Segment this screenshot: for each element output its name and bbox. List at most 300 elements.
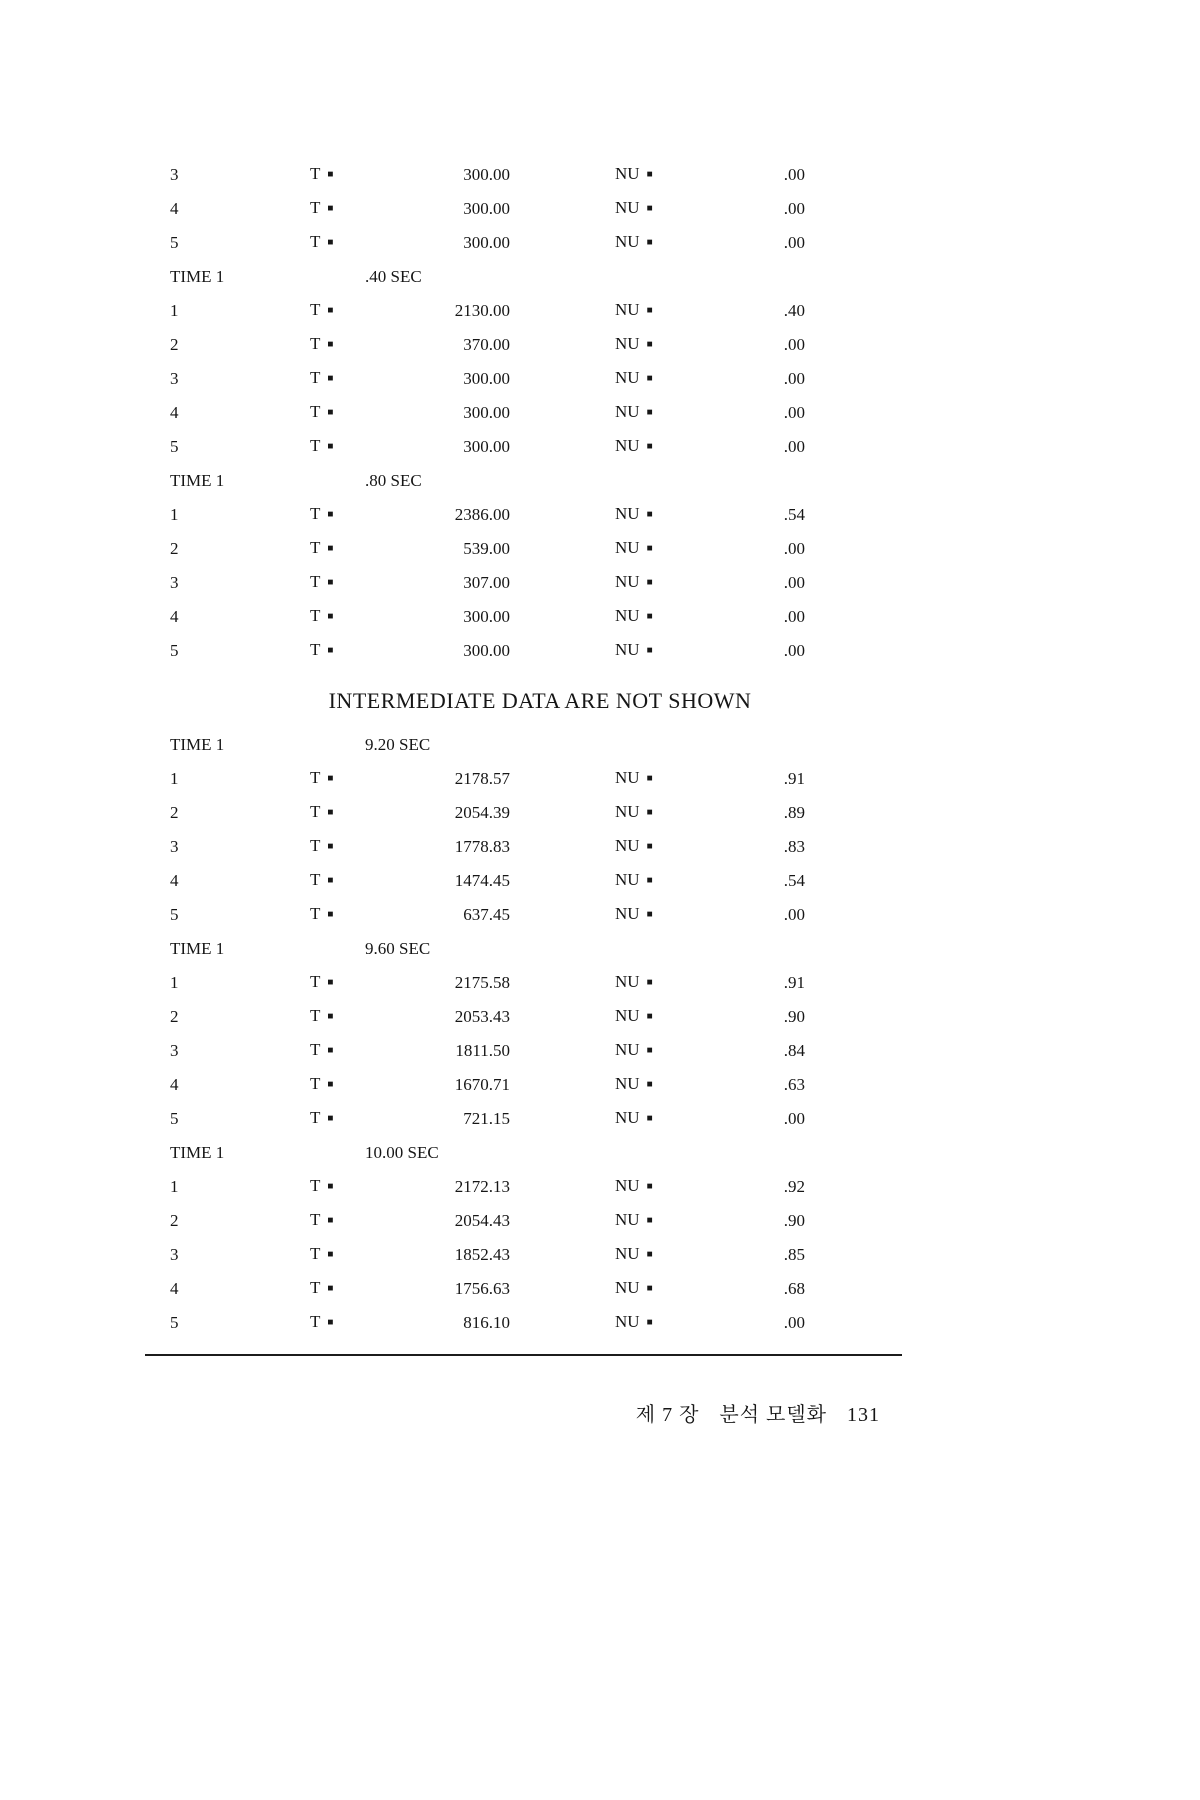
nu-value: .54: [783, 505, 805, 524]
equals-icon: ■: [646, 1282, 653, 1294]
nu-cell: [615, 1305, 705, 1342]
nu-label: NU: [615, 299, 640, 319]
t-label: T: [310, 333, 321, 353]
t-label: T: [310, 767, 321, 787]
nu-value: .00: [783, 905, 805, 924]
node-number: 3: [170, 837, 179, 856]
time-label: TIME 1: [170, 1143, 225, 1162]
nu-cell: [615, 327, 705, 364]
t-value: 300.00: [463, 369, 510, 388]
t-value: 307.00: [463, 573, 510, 592]
equals-icon: ■: [646, 610, 653, 622]
time-row: [170, 1136, 910, 1170]
table-row: [170, 830, 910, 864]
equals-icon: ■: [646, 1214, 653, 1226]
nu-cell: [615, 761, 705, 798]
equals-icon: ■: [646, 874, 653, 886]
equals-icon: ■: [327, 840, 334, 852]
t-cell: [310, 1033, 400, 1070]
t-cell: [310, 497, 400, 534]
t-value: 2130.00: [454, 301, 510, 320]
equals-icon: ■: [327, 1044, 334, 1056]
nu-cell: [615, 429, 705, 466]
t-label: T: [310, 1073, 321, 1093]
time-label: TIME 1: [170, 267, 225, 286]
equals-icon: ■: [646, 406, 653, 418]
nu-value: .00: [783, 1313, 805, 1332]
t-value: 2054.39: [454, 803, 510, 822]
nu-value: .00: [783, 233, 805, 252]
nu-label: NU: [615, 231, 640, 251]
t-value: 1670.71: [454, 1075, 510, 1094]
table-row: [170, 362, 910, 396]
t-value: 816.10: [463, 1313, 510, 1332]
equals-icon: ■: [646, 644, 653, 656]
nu-cell: [615, 1203, 705, 1240]
nu-label: NU: [615, 1175, 640, 1195]
time-value: .40 SEC: [365, 267, 422, 286]
equals-icon: ■: [327, 1112, 334, 1124]
nu-value: .68: [783, 1279, 805, 1298]
t-value: 300.00: [463, 165, 510, 184]
equals-icon: ■: [646, 1112, 653, 1124]
t-value: 1852.43: [454, 1245, 510, 1264]
table-row: [170, 532, 910, 566]
nu-value: .00: [783, 539, 805, 558]
equals-icon: ■: [327, 1214, 334, 1226]
time-value: 9.60 SEC: [365, 939, 431, 958]
t-cell: [310, 327, 400, 364]
node-number: 2: [170, 803, 179, 822]
node-number: 3: [170, 573, 179, 592]
nu-cell: [615, 293, 705, 330]
t-value: 637.45: [463, 905, 510, 924]
nu-cell: [615, 565, 705, 602]
nu-cell: [615, 633, 705, 670]
footer-chapter-label: 제 7 장: [635, 1404, 700, 1426]
nu-label: NU: [615, 605, 640, 625]
equals-icon: ■: [646, 1078, 653, 1090]
equals-icon: ■: [646, 976, 653, 988]
t-label: T: [310, 401, 321, 421]
equals-icon: ■: [327, 406, 334, 418]
nu-value: .40: [783, 301, 805, 320]
equals-icon: ■: [327, 508, 334, 520]
page-footer: [170, 1398, 880, 1427]
nu-cell: [615, 897, 705, 934]
table-row: [170, 1170, 910, 1204]
nu-value: .91: [783, 769, 805, 788]
t-cell: [310, 565, 400, 602]
time-row: [170, 464, 910, 498]
node-number: 5: [170, 1109, 179, 1128]
node-number: 3: [170, 369, 179, 388]
nu-cell: [615, 497, 705, 534]
nu-value: .00: [783, 165, 805, 184]
nu-label: NU: [615, 503, 640, 523]
t-label: T: [310, 1311, 321, 1331]
equals-icon: ■: [327, 440, 334, 452]
t-value: 2172.13: [454, 1177, 510, 1196]
nu-value: .00: [783, 437, 805, 456]
nu-cell: [615, 999, 705, 1036]
nu-label: NU: [615, 401, 640, 421]
table-row: [170, 1204, 910, 1238]
nu-cell: [615, 965, 705, 1002]
equals-icon: ■: [327, 576, 334, 588]
node-number: 1: [170, 769, 179, 788]
table-row: [170, 396, 910, 430]
t-value: 539.00: [463, 539, 510, 558]
t-label: T: [310, 1209, 321, 1229]
equals-icon: ■: [327, 338, 334, 350]
equals-icon: ■: [646, 338, 653, 350]
t-cell: [310, 897, 400, 934]
t-label: T: [310, 163, 321, 183]
t-label: T: [310, 435, 321, 455]
t-cell: [310, 863, 400, 900]
nu-cell: [615, 599, 705, 636]
table-row: [170, 566, 910, 600]
t-cell: [310, 965, 400, 1002]
node-number: 1: [170, 973, 179, 992]
t-value: 300.00: [463, 403, 510, 422]
nu-cell: [615, 795, 705, 832]
time-label: TIME 1: [170, 939, 225, 958]
nu-value: .83: [783, 837, 805, 856]
nu-value: .00: [783, 573, 805, 592]
nu-cell: [615, 1033, 705, 1070]
nu-label: NU: [615, 1277, 640, 1297]
t-cell: [310, 1237, 400, 1274]
t-label: T: [310, 639, 321, 659]
nu-cell: [615, 157, 705, 194]
time-row: [170, 932, 910, 966]
nu-cell: [615, 1271, 705, 1308]
t-label: T: [310, 869, 321, 889]
node-number: 1: [170, 505, 179, 524]
node-number: 2: [170, 1211, 179, 1230]
table-row: [170, 1272, 910, 1306]
nu-label: NU: [615, 801, 640, 821]
time-value: .80 SEC: [365, 471, 422, 490]
nu-label: NU: [615, 571, 640, 591]
equals-icon: ■: [646, 1010, 653, 1022]
nu-label: NU: [615, 367, 640, 387]
t-label: T: [310, 1243, 321, 1263]
equals-icon: ■: [327, 644, 334, 656]
node-number: 4: [170, 1075, 179, 1094]
equals-icon: ■: [327, 1180, 334, 1192]
t-value: 300.00: [463, 199, 510, 218]
equals-icon: ■: [327, 976, 334, 988]
nu-label: NU: [615, 1073, 640, 1093]
equals-icon: ■: [327, 806, 334, 818]
t-label: T: [310, 801, 321, 821]
nu-cell: [615, 863, 705, 900]
nu-value: .84: [783, 1041, 805, 1060]
table-row: [170, 1238, 910, 1272]
t-cell: [310, 599, 400, 636]
time-label: TIME 1: [170, 471, 225, 490]
table-row: [170, 498, 910, 532]
nu-cell: [615, 1067, 705, 1104]
nu-cell: [615, 395, 705, 432]
nu-value: .00: [783, 403, 805, 422]
table-row: [170, 898, 910, 932]
table-row: [170, 1034, 910, 1068]
equals-icon: ■: [327, 1010, 334, 1022]
equals-icon: ■: [327, 874, 334, 886]
node-number: 2: [170, 335, 179, 354]
nu-cell: [615, 225, 705, 262]
table-row: [170, 600, 910, 634]
node-number: 4: [170, 403, 179, 422]
equals-icon: ■: [327, 610, 334, 622]
t-label: T: [310, 1005, 321, 1025]
equals-icon: ■: [646, 1044, 653, 1056]
equals-icon: ■: [646, 236, 653, 248]
t-label: T: [310, 367, 321, 387]
time-label: TIME 1: [170, 735, 225, 754]
table-row: [170, 864, 910, 898]
equals-icon: ■: [646, 772, 653, 784]
t-cell: [310, 795, 400, 832]
nu-value: .89: [783, 803, 805, 822]
footer-divider-line: [145, 1354, 902, 1356]
equals-icon: ■: [646, 372, 653, 384]
nu-label: NU: [615, 197, 640, 217]
table-row: [170, 796, 910, 830]
t-cell: [310, 633, 400, 670]
t-cell: [310, 225, 400, 262]
t-cell: [310, 1203, 400, 1240]
nu-label: NU: [615, 903, 640, 923]
table-row: [170, 762, 910, 796]
t-value: 300.00: [463, 437, 510, 456]
table-row: [170, 226, 910, 260]
node-number: 1: [170, 1177, 179, 1196]
node-number: 5: [170, 905, 179, 924]
t-value: 370.00: [463, 335, 510, 354]
nu-value: .92: [783, 1177, 805, 1196]
equals-icon: ■: [327, 168, 334, 180]
nu-label: NU: [615, 1311, 640, 1331]
equals-icon: ■: [327, 908, 334, 920]
nu-value: .90: [783, 1007, 805, 1026]
equals-icon: ■: [327, 304, 334, 316]
t-label: T: [310, 299, 321, 319]
t-label: T: [310, 1107, 321, 1127]
nu-label: NU: [615, 163, 640, 183]
footer-section-title: 분석 모델화: [719, 1404, 827, 1426]
node-number: 1: [170, 301, 179, 320]
t-label: T: [310, 231, 321, 251]
t-cell: [310, 157, 400, 194]
t-value: 2054.43: [454, 1211, 510, 1230]
equals-icon: ■: [646, 1316, 653, 1328]
equals-icon: ■: [646, 304, 653, 316]
equals-icon: ■: [646, 168, 653, 180]
t-value: 300.00: [463, 607, 510, 626]
nu-cell: [615, 829, 705, 866]
nu-cell: [615, 1237, 705, 1274]
equals-icon: ■: [646, 840, 653, 852]
footer-page-number: 131: [847, 1404, 880, 1426]
node-number: 5: [170, 1313, 179, 1332]
node-number: 3: [170, 165, 179, 184]
t-label: T: [310, 571, 321, 591]
nu-cell: [615, 191, 705, 228]
nu-value: .54: [783, 871, 805, 890]
table-row: [170, 430, 910, 464]
equals-icon: ■: [646, 542, 653, 554]
equals-icon: ■: [327, 236, 334, 248]
equals-icon: ■: [327, 772, 334, 784]
node-number: 4: [170, 607, 179, 626]
nu-value: .00: [783, 369, 805, 388]
equals-icon: ■: [327, 1316, 334, 1328]
nu-value: .85: [783, 1245, 805, 1264]
t-cell: [310, 361, 400, 398]
nu-label: NU: [615, 971, 640, 991]
t-cell: [310, 191, 400, 228]
nu-label: NU: [615, 1243, 640, 1263]
nu-label: NU: [615, 639, 640, 659]
node-number: 3: [170, 1245, 179, 1264]
node-number: 2: [170, 1007, 179, 1026]
t-value: 1811.50: [455, 1041, 510, 1060]
equals-icon: ■: [327, 542, 334, 554]
time-value: 10.00 SEC: [365, 1143, 439, 1162]
node-number: 5: [170, 233, 179, 252]
equals-icon: ■: [327, 202, 334, 214]
nu-label: NU: [615, 835, 640, 855]
node-number: 4: [170, 871, 179, 890]
node-number: 2: [170, 539, 179, 558]
t-value: 300.00: [463, 233, 510, 252]
nu-cell: [615, 1169, 705, 1206]
t-label: T: [310, 1175, 321, 1195]
nu-label: NU: [615, 1107, 640, 1127]
t-cell: [310, 395, 400, 432]
t-cell: [310, 293, 400, 330]
node-number: 4: [170, 199, 179, 218]
table-row: [170, 1000, 910, 1034]
time-row: [170, 728, 910, 762]
nu-label: NU: [615, 869, 640, 889]
t-value: 2178.57: [454, 769, 510, 788]
t-cell: [310, 429, 400, 466]
t-label: T: [310, 605, 321, 625]
equals-icon: ■: [327, 1078, 334, 1090]
nu-value: .90: [783, 1211, 805, 1230]
equals-icon: ■: [327, 1282, 334, 1294]
time-row: [170, 260, 910, 294]
output-sections-after-heading: [170, 728, 910, 1340]
table-row: [170, 192, 910, 226]
table-row: [170, 1306, 910, 1340]
nu-label: NU: [615, 435, 640, 455]
nu-cell: [615, 1101, 705, 1138]
nu-cell: [615, 361, 705, 398]
nu-value: .91: [783, 973, 805, 992]
nu-label: NU: [615, 1209, 640, 1229]
table-row: [170, 1068, 910, 1102]
t-cell: [310, 761, 400, 798]
equals-icon: ■: [646, 576, 653, 588]
t-label: T: [310, 971, 321, 991]
equals-icon: ■: [646, 908, 653, 920]
intermediate-data-heading: INTERMEDIATE DATA ARE NOT SHOWN: [328, 688, 752, 713]
table-row: [170, 328, 910, 362]
node-number: 4: [170, 1279, 179, 1298]
table-row: [170, 294, 910, 328]
equals-icon: ■: [646, 1180, 653, 1192]
t-label: T: [310, 503, 321, 523]
nu-label: NU: [615, 333, 640, 353]
t-label: T: [310, 197, 321, 217]
t-cell: [310, 829, 400, 866]
t-cell: [310, 999, 400, 1036]
nu-label: NU: [615, 1039, 640, 1059]
t-label: T: [310, 835, 321, 855]
t-cell: [310, 1305, 400, 1342]
equals-icon: ■: [646, 508, 653, 520]
t-label: T: [310, 1039, 321, 1059]
equals-icon: ■: [646, 202, 653, 214]
equals-icon: ■: [646, 440, 653, 452]
nu-value: .63: [783, 1075, 805, 1094]
equals-icon: ■: [327, 1248, 334, 1260]
node-number: 5: [170, 641, 179, 660]
nu-label: NU: [615, 767, 640, 787]
table-row: [170, 1102, 910, 1136]
t-label: T: [310, 1277, 321, 1297]
t-value: 2386.00: [454, 505, 510, 524]
t-cell: [310, 1271, 400, 1308]
t-value: 2053.43: [454, 1007, 510, 1026]
t-value: 1778.83: [454, 837, 510, 856]
nu-value: .00: [783, 335, 805, 354]
table-row: [170, 634, 910, 668]
t-value: 300.00: [463, 641, 510, 660]
node-number: 3: [170, 1041, 179, 1060]
t-cell: [310, 1101, 400, 1138]
t-value: 1756.63: [454, 1279, 510, 1298]
nu-cell: [615, 531, 705, 568]
nu-value: .00: [783, 1109, 805, 1128]
nu-label: NU: [615, 1005, 640, 1025]
table-row: [170, 158, 910, 192]
t-value: 1474.45: [454, 871, 510, 890]
t-cell: [310, 1169, 400, 1206]
output-sections-before-heading: [170, 158, 910, 668]
nu-label: NU: [615, 537, 640, 557]
equals-icon: ■: [327, 372, 334, 384]
nu-value: .00: [783, 607, 805, 626]
t-label: T: [310, 903, 321, 923]
t-cell: [310, 1067, 400, 1104]
table-row: [170, 966, 910, 1000]
t-value: 721.15: [463, 1109, 510, 1128]
t-value: 2175.58: [454, 973, 510, 992]
program-output-listing: [170, 158, 910, 1340]
equals-icon: ■: [646, 1248, 653, 1260]
t-cell: [310, 531, 400, 568]
t-label: T: [310, 537, 321, 557]
equals-icon: ■: [646, 806, 653, 818]
